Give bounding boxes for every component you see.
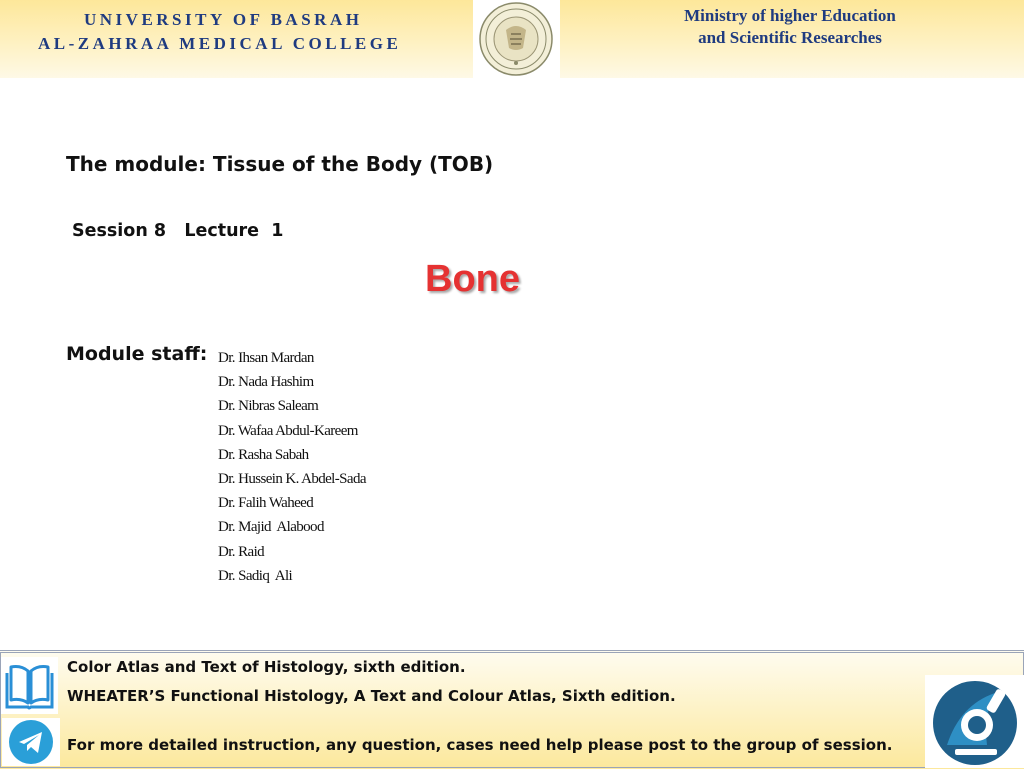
ministry-line-1: Ministry of higher Education xyxy=(684,6,896,25)
staff-member: Dr. Wafaa Abdul-Kareem xyxy=(218,422,358,439)
ministry-line-2: and Scientific Researches xyxy=(698,28,882,47)
staff-member: Dr. Rasha Sabah xyxy=(218,446,309,463)
university-line-1: UNIVERSITY OF BASRAH xyxy=(84,10,363,29)
staff-list xyxy=(218,347,366,589)
lecture-title: Bone xyxy=(425,258,520,300)
ministry-name xyxy=(640,5,940,49)
staff-member: Dr. Falih Waheed xyxy=(218,495,314,512)
module-title: The module: Tissue of the Body (TOB) xyxy=(66,152,494,176)
staff-member: Dr. Hussein K. Abdel-Sada xyxy=(218,470,366,487)
university-name xyxy=(38,8,438,56)
group-notice: For more detailed instruction, any question, cases need help please post to the group of session. xyxy=(67,736,893,754)
header-band xyxy=(0,0,1024,78)
college-seal xyxy=(473,0,560,78)
open-book-icon xyxy=(1,657,58,714)
staff-member: Dr. Sadiq Ali xyxy=(218,567,293,584)
microscope-logo-icon xyxy=(925,675,1024,768)
staff-member: Dr. Nibras Saleam xyxy=(218,398,319,415)
college-seal-icon xyxy=(473,0,560,78)
reference-1: Color Atlas and Text of Histology, sixth edition. xyxy=(67,658,466,676)
microscope-logo xyxy=(925,675,1024,768)
staff-member: Dr. Raid xyxy=(218,543,265,560)
staff-label: Module staff: xyxy=(66,343,208,365)
university-line-2: AL-ZAHRAA MEDICAL COLLEGE xyxy=(38,34,402,53)
telegram-icon[interactable] xyxy=(2,718,60,766)
reference-2: WHEATER’S Functional Histology, A Text and Colour Atlas, Sixth edition. xyxy=(67,687,676,705)
staff-member: Dr. Nada Hashim xyxy=(218,374,314,391)
staff-member: Dr. Ihsan Mardan xyxy=(218,350,314,366)
staff-member: Dr. Majid Alabood xyxy=(218,519,324,536)
session-line: Session 8 Lecture 1 xyxy=(72,221,284,241)
